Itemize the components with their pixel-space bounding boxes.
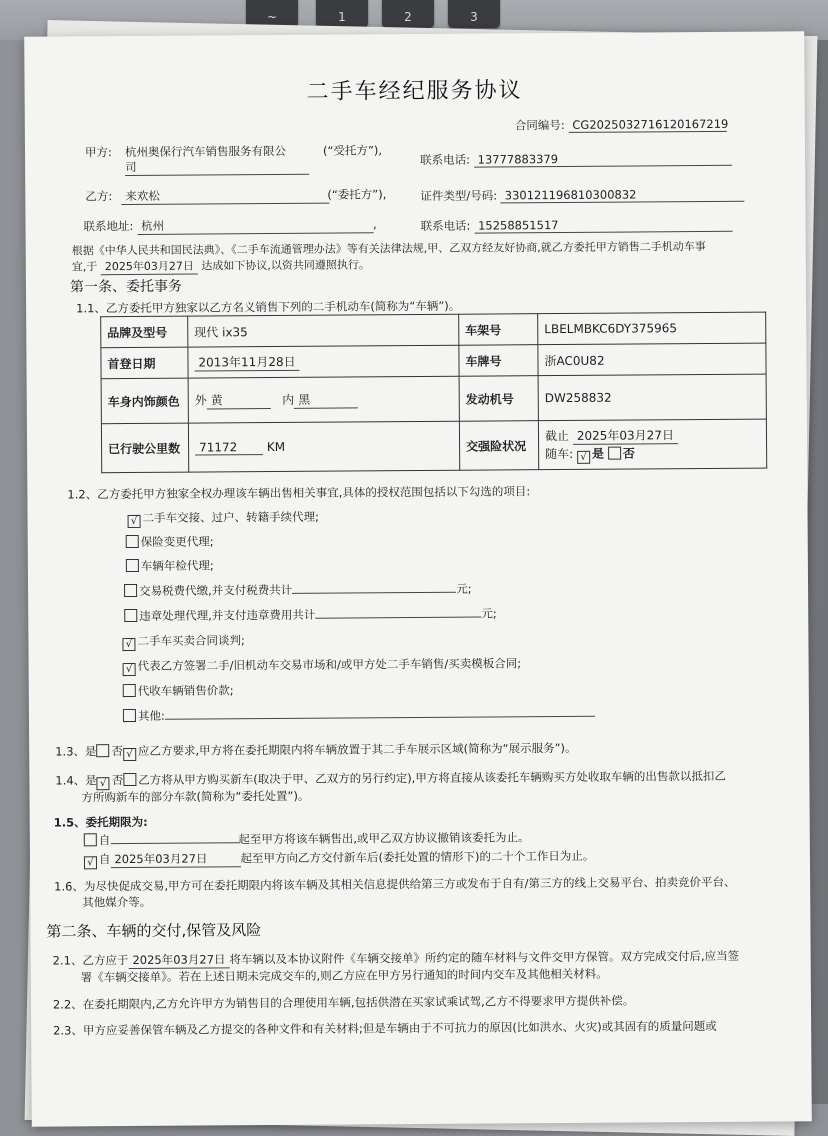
option-collect-payment: 代收车辆销售价款; [123,682,234,699]
intro-date: 2025年03月27日 [101,258,198,276]
party-a-phone-row: 联系电话: 13777883379 [420,150,732,168]
term-option-b-checkbox[interactable]: √ [84,856,97,869]
party-b-id: 330121196810300832 [501,187,745,204]
party-b-role: (“委托方”), [327,187,387,202]
term-option-a-checkbox[interactable] [84,833,97,846]
term-option-a: 自 起至甲方将该车辆售出,或甲乙双方协议撤销该委托为止。 [84,829,530,848]
clause-2-2: 2.2、在委托期限内,乙方允许甲方为销售目的合理使用车辆,包括供潜在买家试乘试驾,乙方不得要求甲方提供补偿。 [52,993,635,1012]
option-negotiation: √ 二手车买卖合同谈判; [122,632,244,651]
intro-line-1: 根据《中华人民共和国民法典》、《二手车流通管理办法》等有关法律法规,甲、乙双方经友好协商,就乙方委托甲方销售二手机动车事 [71,239,706,258]
option-violation-checkbox[interactable] [124,609,137,622]
insurance-yes-checkbox[interactable]: √ [577,450,590,463]
vehicle-info-table [100,312,767,474]
party-a-label: 甲方: [84,145,112,160]
contract-number-row: 合同编号: CG20250327161201672​19 [514,116,729,133]
clause-1-4-yes-checkbox[interactable]: √ [97,777,110,790]
option-insurance-checkbox[interactable] [126,535,139,548]
contract-number: CG20250327161201672​19 [568,117,726,133]
interior-color: 黑 [294,390,358,408]
clause-1-1: 1.1、乙方委托甲方独家以乙方名义销售下列的二手机动车(简称为“车辆”)。 [76,298,461,316]
table-row: 已行驶公里数 71172 KM 交强险状况 截止 2025年03月27日 随车: √ 是 否 [101,419,766,473]
option-inspection-checkbox[interactable] [126,559,139,572]
clause-1-4-no-checkbox[interactable] [123,773,136,786]
party-a-role: (“受托方”), [322,143,383,158]
clause-2-1-cont: 署《车辆交接单》。若在上述日期未完成交车的,则乙方应在甲方另行通知的时间内交车及其他相关材料。 [80,966,608,985]
vehicle-brand: 现代 ix35 [188,314,459,347]
table-row: 车身内饰颜色 外 黄 内 黑 发动机号 DW258832 [101,374,766,424]
clause-1-3-no-checkbox[interactable]: √ [123,748,136,761]
clause-1-4: 1.4、是 √ 否 乙方将从甲方购买新车(取决于甲、乙双方的另行约定),甲方将直接从该委托车辆购买方处收取车辆的出售款以抵扣乙 [55,768,726,790]
option-other-checkbox[interactable] [123,709,136,722]
clause-1-5: 1.5、委托期限为: [53,814,148,830]
keyboard-key: ~ [246,0,298,28]
document-title: 二手车经纪服务协议 [306,78,523,105]
clause-1-3: 1.3、是 否 √ 应乙方要求,甲方将在委托期限内将车辆放置于其二手车展示区域(简称为“展示服务”)。 [55,740,577,761]
keyboard-key: 1 [316,0,368,28]
keyboard-key: 3 [448,0,500,28]
clause-2-1: 2.1、乙方应于 2025年03月27日 将车辆以及本协议附件《车辆交接单》所约定的随车材料与文件交甲方保管。双方完成交付后,应当签 [52,948,740,968]
table-row: 首登日期 2013年11月28日 车牌号 浙AC0U82 [101,343,766,379]
party-b-phone: 15258851517 [474,217,732,234]
engine-number: DW258832 [538,374,766,421]
registration-date: 2013年11月28日 [194,353,299,372]
party-b-label: 乙方: [85,189,113,204]
party-b-address: 杭州 [137,216,373,235]
address-row: 联系地址: 杭州 , [83,217,377,234]
mileage: 71172 [195,440,263,455]
option-negotiation-checkbox[interactable]: √ [122,638,135,651]
term-start-date: 2025年03月27日 [110,850,240,868]
section-1-heading: 第一条、委托事务 [69,278,183,296]
option-insurance: 保险变更代理; [126,533,214,550]
party-b-id-row: 证件类型/号码: 330121196810300832 [420,186,745,204]
clause-2-3: 2.3、甲方应妥善保管车辆及乙方提交的各种文件和有关材料;但是车辆由于不可抗力的原因(比如洪水、火灾)或其固有的质量问题或 [53,1018,717,1038]
term-option-b: √ 自 2025年03月27日 起至甲方向乙方交付新车后(委托处置的情形下)的二十个工作日为止。 [84,848,595,870]
party-a-name-cont: 司 [125,158,309,176]
clause-1-3-yes-checkbox[interactable] [96,744,109,757]
table-row: 品牌及型号 现代 ix35 车架号 LBELMBKC6DY375965 [101,312,766,348]
option-transfer: √ 二手车交接、过户、转籍手续代理; [128,509,319,528]
insurance-date: 2025年03月27日 [573,426,678,445]
option-tax-checkbox[interactable] [124,584,137,597]
plate-number: 浙AC0U82 [538,343,766,376]
clause-1-6: 1.6、为尽快促成交易,甲方可在委托期限内将该车辆及其相关信息提供给第三方或发布于自有/第三方的线上交易平台、拍卖竞价平台、 [54,874,736,894]
clause-1-4-cont: 方所购新车的部分车款(简称为“委托处置”)。 [81,788,310,805]
option-violation: 违章处理代理,并支付违章费用共计 元; [124,605,497,624]
insurance-no-checkbox[interactable] [608,446,621,459]
party-a-phone: 13777883379 [474,151,732,168]
party-b-name: 来欢松 [121,187,329,205]
handover-date: 2025年03月27日 [128,951,229,969]
option-collect-payment-checkbox[interactable] [123,684,136,697]
exterior-color: 黄 [207,391,271,409]
option-tax: 交易税费代缴,并支付税费共计 元; [124,581,472,599]
option-other: 其他: [123,705,595,724]
party-b-phone-row: 联系电话: 15258851517 [420,216,732,234]
section-2-heading: 第二条、车辆的交付,保管及风险 [46,921,262,941]
contract-page [24,31,812,1126]
vehicle-vin: LBELMBKC6DY375965 [538,312,766,345]
clause-1-6-cont: 其他媒介等。 [82,894,152,910]
option-sign-contract-checkbox[interactable]: √ [123,663,136,676]
option-transfer-checkbox[interactable]: √ [128,515,141,528]
keyboard-key: 2 [382,0,434,28]
intro-line-2: 宜,于 2025年03月27日 达成如下协议,以资共同遵照执行。 [71,258,370,274]
option-sign-contract: √ 代表乙方签署二手/旧机动车交易市场和/或甲方处二手车销售/买卖模板合同; [123,655,522,676]
party-a-name: 杭州奥保行汽车销售服务有限公 [124,143,287,160]
clause-1-2: 1.2、乙方委托甲方独家全权办理该车辆出售相关事宜,具体的授权范围包括以下勾选的项目: [67,484,531,502]
option-inspection: 车辆年检代理; [126,557,214,574]
